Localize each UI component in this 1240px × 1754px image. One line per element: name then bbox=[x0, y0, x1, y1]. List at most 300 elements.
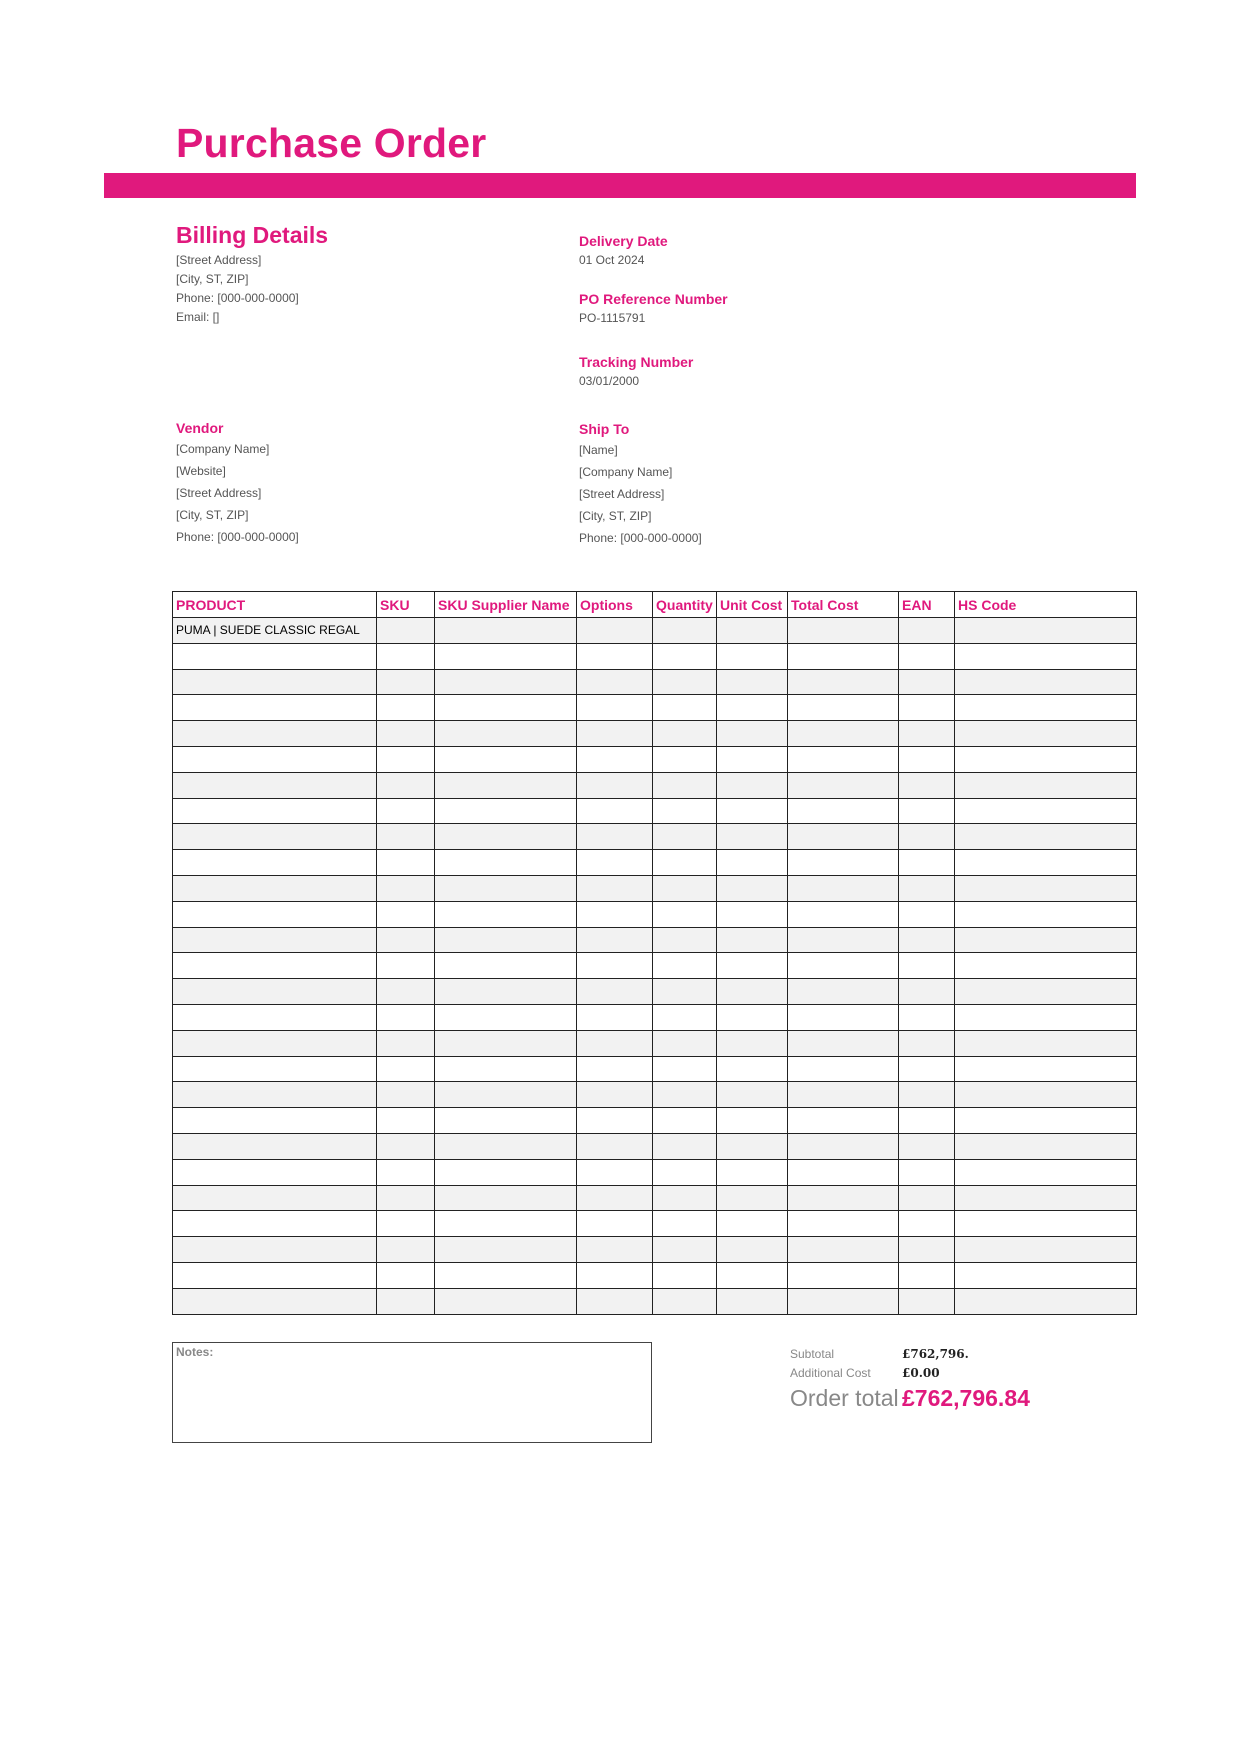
order-total-value: £762,796.84 bbox=[902, 1384, 1030, 1411]
table-cell[interactable] bbox=[653, 1108, 717, 1134]
table-cell[interactable] bbox=[377, 1082, 435, 1108]
table-cell[interactable] bbox=[377, 1030, 435, 1056]
table-cell[interactable] bbox=[899, 746, 955, 772]
table-cell[interactable] bbox=[899, 721, 955, 747]
table-cell[interactable] bbox=[435, 1262, 577, 1288]
table-cell[interactable] bbox=[577, 772, 653, 798]
table-cell[interactable] bbox=[955, 1004, 1137, 1030]
billing-section bbox=[176, 222, 328, 327]
vendor-city: [City, ST, ZIP] bbox=[176, 508, 249, 522]
table-cell[interactable] bbox=[899, 1237, 955, 1263]
totals-section bbox=[790, 1344, 1090, 1414]
table-cell[interactable] bbox=[717, 643, 788, 669]
table-row bbox=[173, 1185, 1137, 1211]
table-cell[interactable] bbox=[173, 643, 377, 669]
table-cell[interactable] bbox=[435, 824, 577, 850]
table-cell[interactable] bbox=[577, 695, 653, 721]
table-cell[interactable] bbox=[577, 1262, 653, 1288]
table-cell[interactable] bbox=[955, 1159, 1137, 1185]
table-cell[interactable] bbox=[653, 953, 717, 979]
table-cell[interactable] bbox=[899, 927, 955, 953]
table-cell[interactable] bbox=[955, 875, 1137, 901]
table-cell[interactable] bbox=[653, 1237, 717, 1263]
col-header-sku-supplier-name: SKU Supplier Name bbox=[435, 592, 577, 618]
col-header-ean: EAN bbox=[899, 592, 955, 618]
table-cell[interactable] bbox=[435, 927, 577, 953]
table-cell[interactable] bbox=[653, 1288, 717, 1314]
table-cell[interactable] bbox=[899, 798, 955, 824]
table-cell[interactable] bbox=[377, 1288, 435, 1314]
table-cell[interactable] bbox=[435, 1030, 577, 1056]
table-cell[interactable] bbox=[653, 1004, 717, 1030]
table-cell[interactable] bbox=[173, 1262, 377, 1288]
table-cell[interactable] bbox=[435, 746, 577, 772]
table-cell[interactable] bbox=[717, 1108, 788, 1134]
table-cell[interactable] bbox=[653, 850, 717, 876]
table-cell[interactable] bbox=[955, 643, 1137, 669]
table-cell[interactable] bbox=[653, 721, 717, 747]
table-cell[interactable] bbox=[717, 1237, 788, 1263]
table-cell[interactable] bbox=[377, 953, 435, 979]
table-cell[interactable] bbox=[435, 901, 577, 927]
table-cell[interactable] bbox=[717, 1056, 788, 1082]
table-cell[interactable] bbox=[173, 850, 377, 876]
table-cell[interactable] bbox=[899, 953, 955, 979]
table-cell[interactable] bbox=[653, 798, 717, 824]
table-cell[interactable] bbox=[377, 798, 435, 824]
ship-to-section bbox=[579, 421, 702, 549]
table-cell[interactable] bbox=[788, 1211, 899, 1237]
table-row bbox=[173, 875, 1137, 901]
table-cell[interactable] bbox=[577, 721, 653, 747]
table-cell[interactable] bbox=[717, 721, 788, 747]
table-cell[interactable] bbox=[577, 1082, 653, 1108]
table-cell[interactable] bbox=[899, 824, 955, 850]
table-cell[interactable] bbox=[577, 618, 653, 644]
table-cell[interactable] bbox=[717, 927, 788, 953]
table-cell[interactable] bbox=[955, 1082, 1137, 1108]
table-cell[interactable] bbox=[377, 746, 435, 772]
table-cell[interactable] bbox=[577, 1133, 653, 1159]
table-cell[interactable] bbox=[899, 1082, 955, 1108]
table-cell[interactable] bbox=[173, 772, 377, 798]
table-cell[interactable] bbox=[653, 1211, 717, 1237]
table-cell[interactable] bbox=[955, 721, 1137, 747]
table-cell[interactable] bbox=[788, 1262, 899, 1288]
table-cell[interactable] bbox=[173, 1185, 377, 1211]
ship-to-heading: Ship To bbox=[579, 421, 630, 437]
table-cell[interactable] bbox=[955, 746, 1137, 772]
table-cell[interactable] bbox=[955, 850, 1137, 876]
table-cell[interactable] bbox=[788, 1159, 899, 1185]
table-cell[interactable] bbox=[717, 953, 788, 979]
table-cell[interactable] bbox=[435, 1133, 577, 1159]
table-cell[interactable] bbox=[577, 643, 653, 669]
table-cell[interactable] bbox=[717, 875, 788, 901]
table-cell[interactable] bbox=[377, 695, 435, 721]
table-cell[interactable] bbox=[577, 979, 653, 1005]
table-cell[interactable] bbox=[435, 1185, 577, 1211]
table-cell[interactable] bbox=[955, 618, 1137, 644]
table-cell[interactable] bbox=[788, 1082, 899, 1108]
table-row bbox=[173, 618, 1137, 644]
delivery-date-value: 01 Oct 2024 bbox=[579, 253, 645, 267]
table-cell[interactable] bbox=[717, 695, 788, 721]
table-row bbox=[173, 669, 1137, 695]
table-cell[interactable] bbox=[435, 1082, 577, 1108]
table-cell[interactable] bbox=[377, 618, 435, 644]
table-row bbox=[173, 1262, 1137, 1288]
table-cell[interactable] bbox=[435, 669, 577, 695]
table-cell[interactable] bbox=[788, 695, 899, 721]
table-row bbox=[173, 1211, 1137, 1237]
table-cell[interactable] bbox=[653, 772, 717, 798]
table-cell[interactable] bbox=[955, 1237, 1137, 1263]
table-cell[interactable] bbox=[717, 979, 788, 1005]
table-cell[interactable] bbox=[435, 643, 577, 669]
table-cell[interactable] bbox=[899, 618, 955, 644]
table-cell[interactable] bbox=[899, 1004, 955, 1030]
table-cell[interactable] bbox=[717, 850, 788, 876]
table-cell[interactable] bbox=[577, 901, 653, 927]
table-cell[interactable] bbox=[653, 1056, 717, 1082]
table-cell[interactable] bbox=[717, 1133, 788, 1159]
table-cell[interactable] bbox=[717, 772, 788, 798]
order-total-label: Order total bbox=[790, 1384, 899, 1411]
table-cell[interactable] bbox=[377, 1004, 435, 1030]
table-cell[interactable] bbox=[377, 721, 435, 747]
table-cell[interactable] bbox=[435, 1237, 577, 1263]
table-cell[interactable] bbox=[788, 979, 899, 1005]
table-cell[interactable] bbox=[435, 1108, 577, 1134]
table-cell[interactable] bbox=[899, 772, 955, 798]
table-cell[interactable] bbox=[899, 901, 955, 927]
table-cell[interactable] bbox=[899, 1056, 955, 1082]
table-cell[interactable] bbox=[717, 1004, 788, 1030]
table-cell[interactable] bbox=[955, 901, 1137, 927]
table-cell[interactable] bbox=[173, 1133, 377, 1159]
table-cell[interactable] bbox=[717, 1159, 788, 1185]
table-cell[interactable] bbox=[435, 1056, 577, 1082]
table-cell[interactable] bbox=[653, 1159, 717, 1185]
table-cell[interactable] bbox=[653, 927, 717, 953]
table-cell[interactable] bbox=[577, 1185, 653, 1211]
vendor-company: [Company Name] bbox=[176, 442, 270, 456]
table-cell[interactable] bbox=[435, 875, 577, 901]
table-cell[interactable] bbox=[435, 618, 577, 644]
table-cell[interactable] bbox=[377, 1262, 435, 1288]
table-cell[interactable] bbox=[435, 1211, 577, 1237]
table-cell[interactable] bbox=[653, 1030, 717, 1056]
table-cell[interactable] bbox=[377, 1159, 435, 1185]
table-cell[interactable] bbox=[717, 618, 788, 644]
col-header-sku: SKU bbox=[377, 592, 435, 618]
table-cell[interactable] bbox=[377, 875, 435, 901]
billing-city: [City, ST, ZIP] bbox=[176, 272, 249, 286]
table-cell[interactable] bbox=[377, 643, 435, 669]
table-row bbox=[173, 721, 1137, 747]
table-cell[interactable] bbox=[577, 1211, 653, 1237]
table-cell[interactable] bbox=[788, 618, 899, 644]
table-cell[interactable] bbox=[173, 1082, 377, 1108]
table-cell[interactable] bbox=[899, 1133, 955, 1159]
table-cell[interactable] bbox=[377, 1237, 435, 1263]
table-cell[interactable] bbox=[955, 1288, 1137, 1314]
table-row bbox=[173, 1108, 1137, 1134]
table-cell[interactable] bbox=[173, 721, 377, 747]
table-cell[interactable] bbox=[788, 1056, 899, 1082]
table-cell[interactable] bbox=[717, 1288, 788, 1314]
table-cell[interactable] bbox=[717, 1030, 788, 1056]
table-cell[interactable] bbox=[173, 1004, 377, 1030]
table-cell[interactable] bbox=[173, 1108, 377, 1134]
table-cell[interactable] bbox=[577, 824, 653, 850]
table-cell[interactable] bbox=[173, 1159, 377, 1185]
table-cell[interactable] bbox=[788, 1108, 899, 1134]
table-row bbox=[173, 850, 1137, 876]
table-cell[interactable] bbox=[899, 1211, 955, 1237]
table-row bbox=[173, 1159, 1137, 1185]
table-cell[interactable] bbox=[717, 1185, 788, 1211]
table-cell[interactable] bbox=[377, 824, 435, 850]
billing-street: [Street Address] bbox=[176, 253, 262, 267]
table-cell[interactable] bbox=[955, 1262, 1137, 1288]
table-cell[interactable] bbox=[899, 1030, 955, 1056]
additional-cost-label: Additional Cost bbox=[790, 1365, 871, 1380]
table-cell[interactable] bbox=[435, 721, 577, 747]
billing-heading: Billing Details bbox=[176, 222, 329, 248]
table-cell[interactable] bbox=[653, 1133, 717, 1159]
table-row bbox=[173, 1288, 1137, 1314]
table-row bbox=[173, 772, 1137, 798]
table-cell[interactable] bbox=[577, 1030, 653, 1056]
table-cell[interactable] bbox=[653, 746, 717, 772]
table-cell[interactable] bbox=[899, 643, 955, 669]
table-cell[interactable] bbox=[577, 953, 653, 979]
table-cell[interactable] bbox=[899, 850, 955, 876]
table-cell[interactable] bbox=[577, 1237, 653, 1263]
table-cell[interactable] bbox=[173, 979, 377, 1005]
table-cell[interactable] bbox=[788, 669, 899, 695]
ship-to-city: [City, ST, ZIP] bbox=[579, 509, 652, 523]
table-cell[interactable] bbox=[435, 953, 577, 979]
table-cell[interactable] bbox=[717, 824, 788, 850]
table-cell[interactable] bbox=[788, 643, 899, 669]
table-cell[interactable] bbox=[955, 979, 1137, 1005]
table-cell[interactable] bbox=[577, 746, 653, 772]
table-cell[interactable] bbox=[955, 1056, 1137, 1082]
table-cell[interactable] bbox=[173, 875, 377, 901]
table-cell[interactable] bbox=[653, 669, 717, 695]
table-cell[interactable] bbox=[955, 1030, 1137, 1056]
table-cell[interactable] bbox=[717, 746, 788, 772]
table-cell[interactable] bbox=[173, 1030, 377, 1056]
table-cell[interactable] bbox=[435, 695, 577, 721]
table-row bbox=[173, 746, 1137, 772]
table-cell[interactable] bbox=[899, 669, 955, 695]
table-cell[interactable] bbox=[377, 1185, 435, 1211]
table-cell[interactable] bbox=[377, 772, 435, 798]
table-cell[interactable] bbox=[717, 901, 788, 927]
table-cell[interactable] bbox=[955, 927, 1137, 953]
table-cell[interactable] bbox=[173, 927, 377, 953]
table-cell[interactable] bbox=[173, 824, 377, 850]
table-cell[interactable] bbox=[899, 1185, 955, 1211]
table-row bbox=[173, 1082, 1137, 1108]
col-header-unit-cost: Unit Cost bbox=[717, 592, 788, 618]
table-cell[interactable] bbox=[788, 1030, 899, 1056]
table-cell[interactable] bbox=[955, 1185, 1137, 1211]
table-cell[interactable] bbox=[899, 1108, 955, 1134]
table-cell[interactable] bbox=[955, 695, 1137, 721]
table-cell[interactable] bbox=[577, 1004, 653, 1030]
table-cell[interactable] bbox=[377, 1211, 435, 1237]
table-row bbox=[173, 798, 1137, 824]
table-cell[interactable] bbox=[377, 1133, 435, 1159]
table-cell[interactable] bbox=[653, 979, 717, 1005]
header-accent-bar bbox=[104, 173, 1136, 198]
table-cell[interactable] bbox=[377, 1108, 435, 1134]
table-cell[interactable] bbox=[653, 1262, 717, 1288]
table-cell[interactable] bbox=[377, 901, 435, 927]
table-cell[interactable] bbox=[653, 643, 717, 669]
table-cell[interactable] bbox=[788, 824, 899, 850]
table-row bbox=[173, 927, 1137, 953]
table-cell[interactable]: PUMA | SUEDE CLASSIC REGAL bbox=[173, 618, 377, 644]
table-cell[interactable] bbox=[435, 1288, 577, 1314]
table-cell[interactable] bbox=[788, 927, 899, 953]
table-cell[interactable] bbox=[173, 798, 377, 824]
table-cell[interactable] bbox=[899, 875, 955, 901]
table-cell[interactable] bbox=[955, 953, 1137, 979]
table-row bbox=[173, 901, 1137, 927]
table-cell[interactable] bbox=[955, 798, 1137, 824]
table-cell[interactable] bbox=[377, 669, 435, 695]
table-cell[interactable] bbox=[435, 1004, 577, 1030]
table-cell[interactable] bbox=[173, 746, 377, 772]
table-cell[interactable] bbox=[788, 875, 899, 901]
table-cell[interactable] bbox=[435, 772, 577, 798]
table-cell[interactable] bbox=[788, 953, 899, 979]
table-cell[interactable] bbox=[788, 1237, 899, 1263]
table-cell[interactable] bbox=[577, 927, 653, 953]
table-row bbox=[173, 643, 1137, 669]
table-cell[interactable] bbox=[788, 1004, 899, 1030]
table-row bbox=[173, 824, 1137, 850]
table-cell[interactable] bbox=[577, 1159, 653, 1185]
table-cell[interactable] bbox=[577, 1056, 653, 1082]
table-cell[interactable] bbox=[577, 669, 653, 695]
table-cell[interactable] bbox=[717, 1262, 788, 1288]
table-row bbox=[173, 979, 1137, 1005]
table-cell[interactable] bbox=[955, 1133, 1137, 1159]
po-reference-value: PO-1115791 bbox=[579, 311, 646, 325]
table-cell[interactable] bbox=[653, 1082, 717, 1108]
table-cell[interactable] bbox=[955, 1211, 1137, 1237]
table-cell[interactable] bbox=[173, 1056, 377, 1082]
table-cell[interactable] bbox=[899, 1262, 955, 1288]
table-cell[interactable] bbox=[173, 1288, 377, 1314]
ship-to-name: [Name] bbox=[579, 443, 618, 457]
table-cell[interactable] bbox=[788, 901, 899, 927]
table-cell[interactable] bbox=[717, 798, 788, 824]
col-header-quantity: Quantity bbox=[653, 592, 717, 618]
vendor-street: [Street Address] bbox=[176, 486, 262, 500]
vendor-phone: Phone: [000-000-0000] bbox=[176, 530, 299, 544]
delivery-date-label: Delivery Date bbox=[579, 233, 668, 249]
table-cell[interactable] bbox=[788, 746, 899, 772]
table-cell[interactable] bbox=[788, 1133, 899, 1159]
table-cell[interactable] bbox=[653, 901, 717, 927]
line-items-table bbox=[172, 591, 1137, 1315]
table-cell[interactable] bbox=[955, 772, 1137, 798]
vendor-section bbox=[176, 420, 299, 548]
subtotal-value: £762,796. bbox=[902, 1346, 969, 1361]
table-cell[interactable] bbox=[788, 798, 899, 824]
ship-to-phone: Phone: [000-000-0000] bbox=[579, 531, 702, 545]
table-cell[interactable] bbox=[435, 979, 577, 1005]
table-cell[interactable] bbox=[653, 695, 717, 721]
ship-to-street: [Street Address] bbox=[579, 487, 665, 501]
table-cell[interactable] bbox=[377, 850, 435, 876]
table-cell[interactable] bbox=[653, 824, 717, 850]
table-cell[interactable] bbox=[577, 1288, 653, 1314]
table-cell[interactable] bbox=[899, 979, 955, 1005]
table-cell[interactable] bbox=[173, 1211, 377, 1237]
table-cell[interactable] bbox=[955, 1108, 1137, 1134]
table-cell[interactable] bbox=[788, 850, 899, 876]
table-cell[interactable] bbox=[435, 1159, 577, 1185]
table-cell[interactable] bbox=[788, 1288, 899, 1314]
vendor-website: [Website] bbox=[176, 464, 226, 478]
table-cell[interactable] bbox=[377, 979, 435, 1005]
table-cell[interactable] bbox=[435, 798, 577, 824]
table-cell[interactable] bbox=[899, 1288, 955, 1314]
table-cell[interactable] bbox=[173, 1237, 377, 1263]
table-cell[interactable] bbox=[788, 1185, 899, 1211]
table-cell[interactable] bbox=[653, 618, 717, 644]
table-cell[interactable] bbox=[173, 695, 377, 721]
table-cell[interactable] bbox=[577, 1108, 653, 1134]
table-cell[interactable] bbox=[173, 953, 377, 979]
table-cell[interactable] bbox=[173, 669, 377, 695]
table-row bbox=[173, 1056, 1137, 1082]
table-cell[interactable] bbox=[899, 695, 955, 721]
table-cell[interactable] bbox=[377, 1056, 435, 1082]
table-cell[interactable] bbox=[577, 875, 653, 901]
table-row bbox=[173, 953, 1137, 979]
table-cell[interactable] bbox=[717, 669, 788, 695]
table-row bbox=[173, 1237, 1137, 1263]
additional-cost-value: £0.00 bbox=[902, 1365, 940, 1380]
table-cell[interactable] bbox=[955, 669, 1137, 695]
table-cell[interactable] bbox=[653, 1185, 717, 1211]
table-cell[interactable] bbox=[717, 1082, 788, 1108]
notes-box[interactable] bbox=[172, 1342, 652, 1443]
col-header-hs-code: HS Code bbox=[955, 592, 1137, 618]
table-cell[interactable] bbox=[435, 850, 577, 876]
table-cell[interactable] bbox=[173, 901, 377, 927]
table-cell[interactable] bbox=[788, 721, 899, 747]
table-cell[interactable] bbox=[577, 798, 653, 824]
table-cell[interactable] bbox=[955, 824, 1137, 850]
table-cell[interactable] bbox=[377, 927, 435, 953]
table-cell[interactable] bbox=[653, 875, 717, 901]
table-cell[interactable] bbox=[577, 850, 653, 876]
table-cell[interactable] bbox=[717, 1211, 788, 1237]
table-cell[interactable] bbox=[788, 772, 899, 798]
table-cell[interactable] bbox=[899, 1159, 955, 1185]
